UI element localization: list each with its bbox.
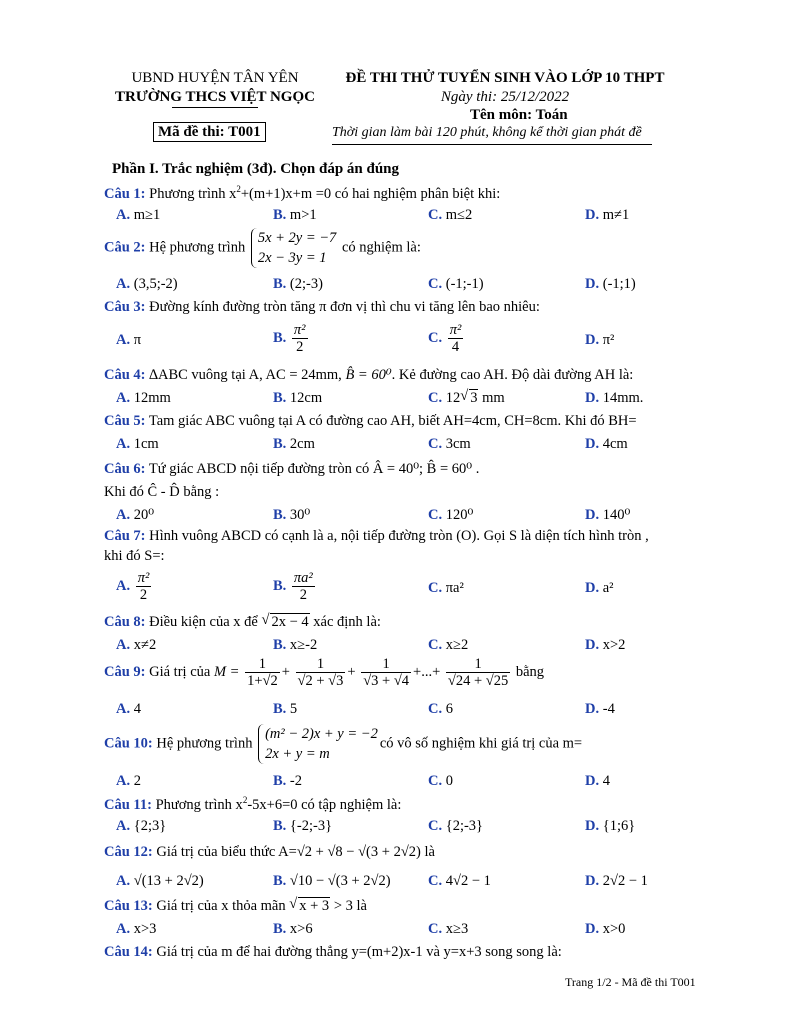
question-6: Câu 6: Tứ giác ABCD nội tiếp đường tròn có Â = 40⁰; B̂ = 60⁰ . (104, 461, 480, 477)
q6-option-d[interactable]: D. 140⁰ (585, 507, 631, 523)
question-2: Câu 2: Hệ phương trình 5x + 2y = −7 2x − 3y = 1 có nghiệm là: (104, 230, 421, 266)
q2-option-d[interactable]: D. (-1;1) (585, 276, 636, 292)
q4-option-c[interactable]: C. 12√ 3 mm (428, 390, 505, 407)
question-1: Câu 1: Phương trình $x^2+(m+1)x+m =0$ có hai nghiệm phân biệt khi: (104, 184, 501, 202)
q10-option-a[interactable]: A. 2 (116, 773, 141, 789)
q12-option-b[interactable]: B. √10 − √(3 + 2√2) (273, 873, 391, 889)
q4-option-b[interactable]: B. 12cm (273, 390, 323, 406)
question-8: Câu 8: Điều kiện của x để √ 2x − 4 xác định là: (104, 614, 381, 631)
q5-option-b[interactable]: B. 2cm (273, 436, 315, 452)
question-3: Câu 3: Đường kính đường tròn tăng π đơn vị thì chu vi tăng lên bao nhiêu: (104, 299, 540, 315)
q10-option-b[interactable]: B. -2 (273, 773, 303, 789)
time-underline (332, 144, 652, 145)
q12-option-c[interactable]: C. 4√2 − 1 (428, 873, 491, 889)
question-13: Câu 13: Giá trị của x thỏa mãn √ x + 3 > 3 là (104, 898, 367, 915)
q8-option-a[interactable]: A. x≠2 (116, 637, 157, 653)
q1-option-c[interactable]: C. m≤2 (428, 207, 473, 223)
q6-option-b[interactable]: B. 30⁰ (273, 507, 311, 523)
exam-title: ĐỀ THI THỬ TUYỂN SINH VÀO LỚP 10 THPT (345, 70, 665, 86)
q13-option-a[interactable]: A. x>3 (116, 921, 157, 937)
question-7-line2: khi đó S=: (104, 548, 165, 564)
q13-option-c[interactable]: C. x≥3 (428, 921, 469, 937)
q13-option-d[interactable]: D. x>0 (585, 921, 626, 937)
q3-option-b[interactable]: B. $\frac{\text{π²}}{2}$ (273, 322, 306, 355)
q7-option-c[interactable]: C. πa² (428, 580, 464, 596)
q5-option-d[interactable]: D. 4cm (585, 436, 628, 452)
q3-option-a[interactable]: A. π (116, 332, 142, 348)
question-10: Câu 10: Hệ phương trình (m² − 2)x + y = −2 2x + y = m có vô số nghiệm khi giá trị của m= (104, 726, 583, 762)
q12-option-d[interactable]: D. 2√2 − 1 (585, 873, 648, 889)
exam-time: Thời gian làm bài 120 phút, không kể thời gian phát đề (332, 125, 642, 140)
q12-option-a[interactable]: A. √(13 + 2√2) (116, 873, 204, 889)
exam-code-box: Mã đề thi: T001 (153, 122, 266, 142)
question-6-line2: Khi đó Ĉ - D̂ bằng : (104, 484, 220, 500)
q9-option-c[interactable]: C. 6 (428, 701, 453, 717)
question-7: Câu 7: Hình vuông ABCD có cạnh là a, nội tiếp đường tròn (O). Gọi S là diện tích hình tròn , (104, 528, 649, 544)
school-underline (172, 107, 258, 108)
section-title: Phần I. Trắc nghiệm (3đ). Chọn đáp án đúng (112, 161, 400, 177)
q8-option-d[interactable]: D. x>2 (585, 637, 626, 653)
q11-option-c[interactable]: C. {2;-3} (428, 818, 484, 834)
q1-option-d[interactable]: D. m≠1 (585, 207, 630, 223)
q11-option-a[interactable]: A. {2;3} (116, 818, 167, 834)
q7-option-d[interactable]: D. a² (585, 580, 614, 596)
subject-name: Tên môn: Toán (470, 107, 568, 123)
school-name: TRƯỜNG THCS VIỆT NGỌC (115, 89, 315, 105)
q7-option-b[interactable]: B. $\frac{\text{πa²}}{2}$ (273, 570, 313, 603)
q5-option-a[interactable]: A. 1cm (116, 436, 159, 452)
q2-option-a[interactable]: A. (3,5;-2) (116, 276, 178, 292)
q9-option-b[interactable]: B. 5 (273, 701, 298, 717)
q9-option-d[interactable]: D. -4 (585, 701, 615, 717)
question-4: Câu 4: ∆ABC vuông tại A, AC = 24mm, B̂ = 60⁰. Kẻ đường cao AH. Độ dài đường AH là: (104, 367, 634, 383)
q11-option-b[interactable]: B. {-2;-3} (273, 818, 333, 834)
q4-option-a[interactable]: A. 12mm (116, 390, 171, 406)
q7-option-a[interactable]: A. $\frac{\text{π²}}{2}$ (116, 570, 150, 603)
district-name: UBND HUYỆN TÂN YÊN (131, 70, 299, 86)
q6-option-c[interactable]: C. 120⁰ (428, 507, 474, 523)
q1-option-b[interactable]: B. m>1 (273, 207, 317, 223)
q2-option-c[interactable]: C. (-1;-1) (428, 276, 484, 292)
q8-option-b[interactable]: B. x≥-2 (273, 637, 318, 653)
question-11: Câu 11: Phương trình $x^2-5x+6=0$ có tập nghiệm là: (104, 795, 402, 813)
q10-system: (m² − 2)x + y = −2 2x + y = m (258, 724, 378, 764)
q2-system: 5x + 2y = −7 2x − 3y = 1 (251, 228, 336, 268)
q5-option-c[interactable]: C. 3cm (428, 436, 471, 452)
q3-option-c[interactable]: C. $\frac{\text{π²}}{4}$ (428, 322, 462, 355)
question-9: Câu 9: Giá trị của M = $\frac{1}{1+√2}$ + $\frac{1}{√2 + √3}$ + $\frac{1}{√3 + √4}$ +...+ $\frac{1}{√24 + √25}$ bằng (104, 656, 545, 689)
q9-option-a[interactable]: A. 4 (116, 701, 141, 717)
q6-option-a[interactable]: A. 20⁰ (116, 507, 155, 523)
q2-option-b[interactable]: B. (2;-3) (273, 276, 323, 292)
q3-option-d[interactable]: D. π² (585, 332, 615, 348)
page-footer: Trang 1/2 - Mã đề thi T001 (565, 975, 696, 989)
q10-option-c[interactable]: C. 0 (428, 773, 453, 789)
q4-option-d[interactable]: D. 14mm. (585, 390, 644, 406)
q1-option-a[interactable]: A. m≥1 (116, 207, 161, 223)
q11-option-d[interactable]: D. {1;6} (585, 818, 636, 834)
question-14: Câu 14: Giá trị của m để hai đường thẳng y=(m+2)x-1 và y=x+3 song song là: (104, 944, 562, 960)
q10-option-d[interactable]: D. 4 (585, 773, 610, 789)
exam-date: Ngày thi: 25/12/2022 (440, 89, 570, 105)
question-12: Câu 12: Giá trị của biểu thức A=√2 + √8 − √(3 + 2√2) là (104, 844, 435, 860)
question-5: Câu 5: Tam giác ABC vuông tại A có đường cao AH, biết AH=4cm, CH=8cm. Khi đó BH= (104, 413, 637, 429)
q8-option-c[interactable]: C. x≥2 (428, 637, 469, 653)
q13-option-b[interactable]: B. x>6 (273, 921, 313, 937)
